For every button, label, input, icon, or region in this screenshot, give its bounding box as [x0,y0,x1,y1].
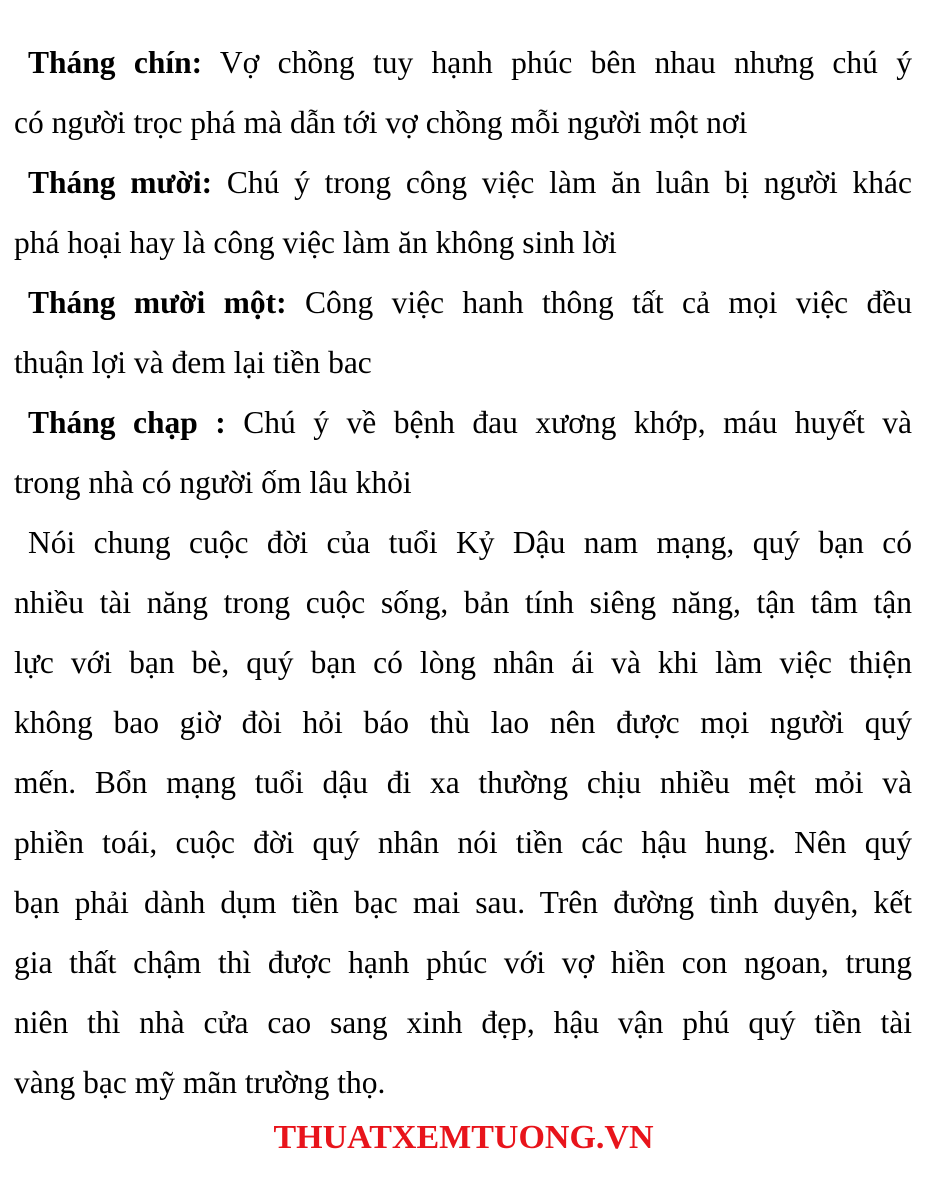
month-text: Chú ý về bệnh đau xương khớp, máu huyết và [243,405,912,440]
site-watermark: THUATXEMTUONG.VN [273,1119,654,1156]
document-body [14,33,912,1113]
month-line-2: phá hoại hay là công việc làm ăn không sinh lời [14,225,617,260]
summary-line: vàng bạc mỹ mãn trường thọ. [14,1065,386,1100]
month-text: Vợ chồng tuy hạnh phúc bên nhau nhưng chú ý [219,45,912,80]
summary-line: niên thì nhà cửa cao sang xinh đẹp, hậu vận phú quý tiền tài [14,1005,912,1040]
month-entry-12 [14,393,912,513]
summary-line: mến. Bổn mạng tuổi dậu đi xa thường chịu nhiều mệt mỏi và [14,765,912,800]
month-entry-10 [14,153,912,273]
summary-line: phiền toái, cuộc đời quý nhân nói tiền các hậu hung. Nên quý [14,825,912,860]
month-entry-11 [14,273,912,393]
month-line-1 [14,273,912,333]
month-label: Tháng mười: [28,165,213,200]
summary-line: lực với bạn bè, quý bạn có lòng nhân ái và khi làm việc thiện [14,645,912,680]
month-label: Tháng chạp : [28,405,226,440]
summary-line: không bao giờ đòi hỏi báo thù lao nên được mọi người quý [14,705,912,740]
month-entry-9 [14,33,912,153]
month-line-1 [14,153,912,213]
month-text: Chú ý trong công việc làm ăn luân bị người khác [226,165,912,200]
month-label: Tháng chín: [28,45,203,80]
month-line-2: có người trọc phá mà dẫn tới vợ chồng mỗi người một nơi [14,105,748,140]
month-line-1 [14,33,912,93]
month-line-2: trong nhà có người ốm lâu khỏi [14,465,412,500]
summary-line: gia thất chậm thì được hạnh phúc với vợ hiền con ngoan, trung [14,945,912,980]
month-line-2: thuận lợi và đem lại tiền bac [14,345,372,380]
summary-paragraph [14,513,912,1113]
summary-line: bạn phải dành dụm tiền bạc mai sau. Trên đường tình duyên, kết [14,885,912,920]
month-text: Công việc hanh thông tất cả mọi việc đều [304,285,912,320]
month-label: Tháng mười một: [28,285,287,320]
summary-line: nhiều tài năng trong cuộc sống, bản tính siêng năng, tận tâm tận [14,585,912,620]
summary-line: Nói chung cuộc đời của tuổi Kỷ Dậu nam mạng, quý bạn có [28,525,912,560]
month-line-1 [14,393,912,453]
